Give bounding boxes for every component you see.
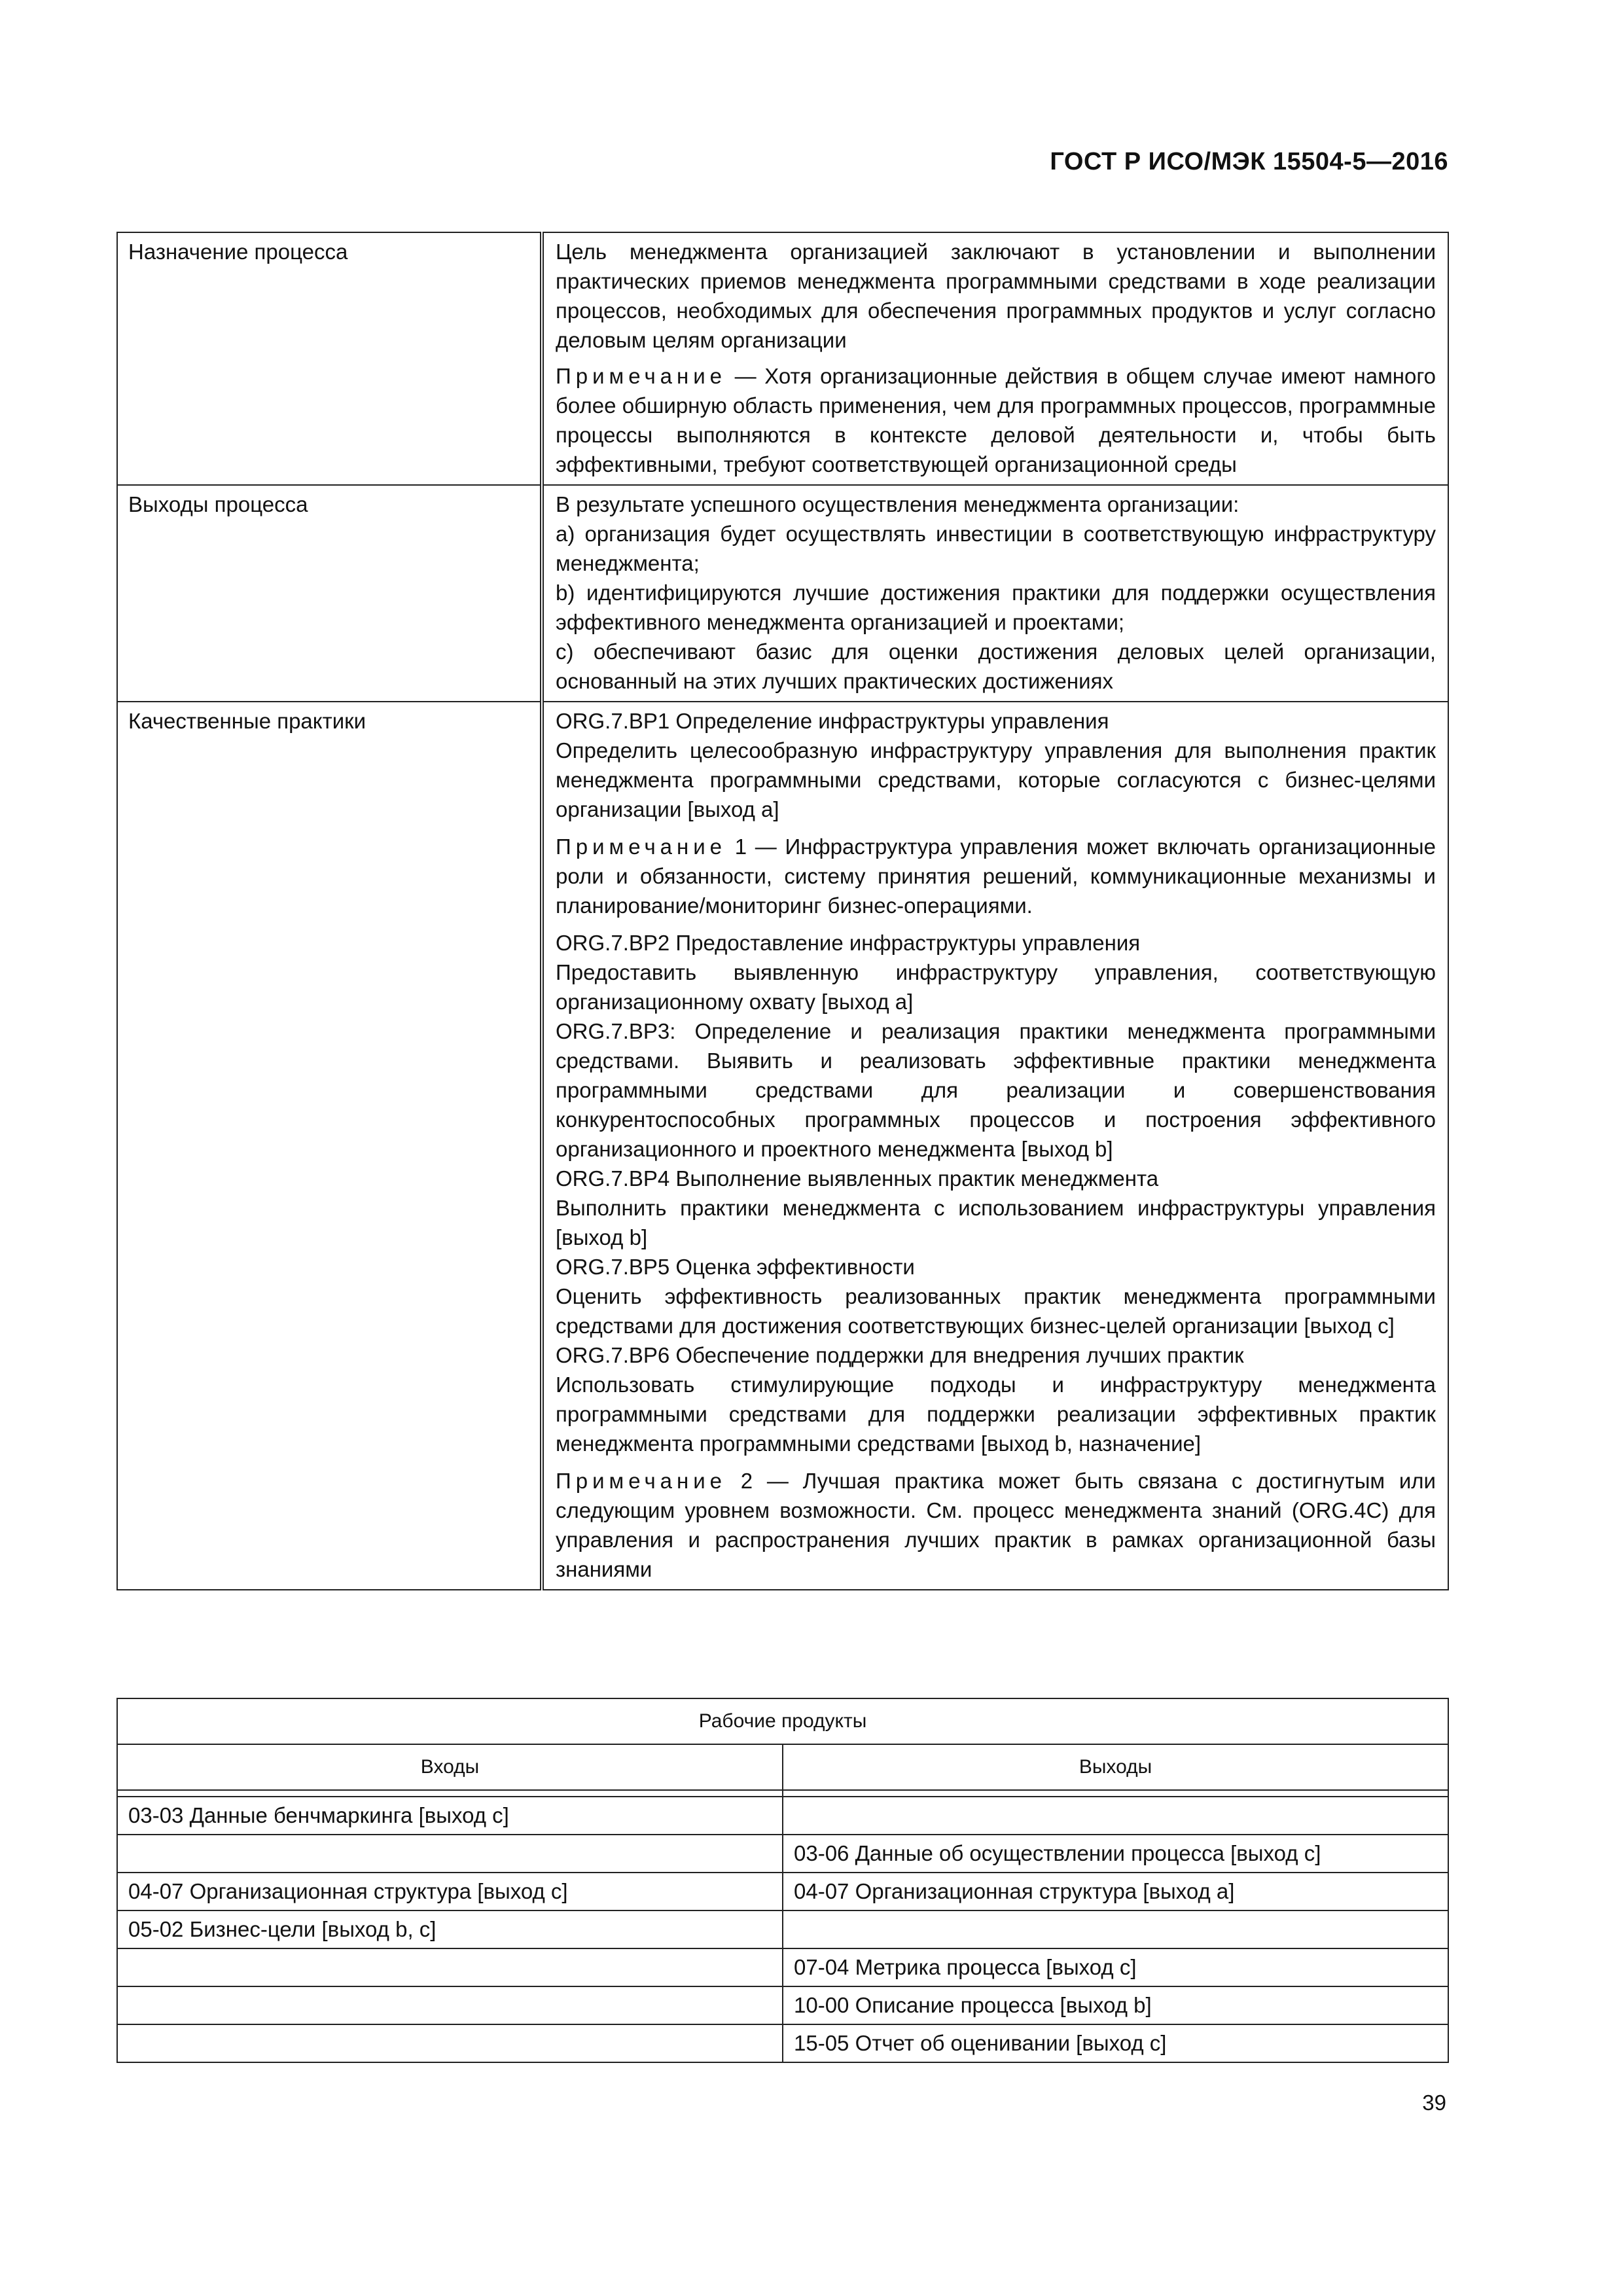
input-cell (117, 1986, 783, 2024)
input-cell: 03-03 Данные бенчмаркинга [выход c] (117, 1797, 783, 1835)
bp2-6-block (556, 928, 1436, 1458)
input-cell (117, 2024, 783, 2062)
table-row (117, 1948, 1448, 1986)
output-cell: 03-06 Данные об осуществлении процесса [выход c] (783, 1835, 1448, 1873)
outcomes-intro: В результате успешного осуществления менеджмента организации: (556, 492, 1240, 516)
purpose-text: Цель менеджмента организацией заключают в установлении и выполнении практических приемов менеджмента программными средствами в ходе реализации процессов, необходимых для обеспечения программных продуктов и услуг согласно деловым целям организации (556, 240, 1436, 352)
bp1-text: Определить целесообразную инфраструктуру управления для выполнения практик менеджмента программными средствами, которые согласуются с бизнес-целями организации [выход a] (556, 738, 1436, 821)
bp1-block (556, 706, 1436, 824)
table-row (117, 1910, 1448, 1948)
note-label: Примечание (556, 1469, 727, 1493)
outcomes-label: Выходы процесса (117, 485, 542, 702)
input-cell: 05-02 Бизнес-цели [выход b, c] (117, 1910, 783, 1948)
note-text: — Хотя организационные действия в общем случае имеют намного более обширную область применения, чем для программных процессов, программные процессы выполняются в контексте деловой деятельности и, чтобы быть эффективными, требуют соответствующей организационной среды (556, 364, 1436, 476)
note-text: 2 — Лучшая практика может быть связана с достигнутым или следующим уровнем возможности. См. процесс менеджмента знаний (ORG.4C) для управления и распространения лучших практик в рамках организационной базы знаниями (556, 1469, 1436, 1581)
work-products-table (116, 1698, 1449, 2063)
table-spacer (117, 1790, 783, 1797)
output-cell: 15-05 Отчет об оценивании [выход c] (783, 2024, 1448, 2062)
bp6-title: ORG.7.BP6 Обеспечение поддержки для внедрения лучших практик (556, 1343, 1244, 1367)
note-label: Примечание (556, 364, 727, 388)
output-cell (783, 1910, 1448, 1948)
input-cell (117, 1948, 783, 1986)
outcomes-row (117, 485, 1448, 702)
process-description-table (116, 232, 1449, 1590)
outputs-header: Выходы (783, 1744, 1448, 1790)
bp2-title: ORG.7.BP2 Предоставление инфраструктуры управления (556, 931, 1141, 955)
outcome-item: c) обеспечивают базис для оценки достижения деловых целей организации, основанный на этих лучших практических достижениях (556, 639, 1436, 693)
note-text: 1 — Инфраструктура управления может включать организационные роли и обязанности, систему принятия решений, коммуникационные механизмы и планирование/мониторинг бизнес-операциями. (556, 834, 1436, 918)
inputs-header: Входы (117, 1744, 783, 1790)
bp2-text: Предоставить выявленную инфраструктуру управления, соответствующую организационному охвату [выход a] (556, 960, 1436, 1014)
bp1-title: ORG.7.BP1 Определение инфраструктуры управления (556, 709, 1109, 733)
note2 (556, 1466, 1436, 1584)
bp5-title: ORG.7.BP5 Оценка эффективности (556, 1255, 915, 1279)
output-cell (783, 1797, 1448, 1835)
page-number: 39 (1422, 2090, 1446, 2115)
table-row (117, 1797, 1448, 1835)
practices-label: Качественные практики (117, 702, 542, 1590)
purpose-note (556, 361, 1436, 479)
document-header: ГОСТ Р ИСО/МЭК 15504-5—2016 (1050, 148, 1448, 175)
bp4-text: Выполнить практики менеджмента с использованием инфраструктуры управления [выход b] (556, 1196, 1436, 1249)
practices-row (117, 702, 1448, 1590)
input-cell (117, 1835, 783, 1873)
bp5-text: Оценить эффективность реализованных практик менеджмента программными средствами для достижения соответствующих бизнес-целей организации [выход c] (556, 1284, 1436, 1338)
note-label: Примечание (556, 834, 727, 859)
output-cell: 10-00 Описание процесса [выход b] (783, 1986, 1448, 2024)
outcome-item: a) организация будет осуществлять инвестиции в соответствующую инфраструктуру менеджмента; (556, 522, 1436, 575)
output-cell: 04-07 Организационная структура [выход a] (783, 1873, 1448, 1910)
table-row (117, 2024, 1448, 2062)
bp3-text: ORG.7.BP3: Определение и реализация практики менеджмента программными средствами. Выявить и реализовать эффективные практики менеджмента программными средствами для реализации и совершенствования конкурентоспособных программных процессов и построения эффективного организационного и проектного менеджмента [выход b] (556, 1019, 1436, 1161)
table-row (117, 1835, 1448, 1873)
bp4-title: ORG.7.BP4 Выполнение выявленных практик менеджмента (556, 1166, 1159, 1191)
outcome-item: b) идентифицируются лучшие достижения практики для поддержки осуществления эффективного менеджмента организацией и проектами; (556, 581, 1436, 634)
practices-content (542, 702, 1448, 1590)
table-row (117, 1986, 1448, 2024)
table-spacer (783, 1790, 1448, 1797)
output-cell: 07-04 Метрика процесса [выход c] (783, 1948, 1448, 1986)
purpose-content (542, 232, 1448, 485)
bp6-text: Использовать стимулирующие подходы и инфраструктуру менеджмента программными средствами для поддержки реализации эффективных практик менеджмента программными средствами [выход b, назначение] (556, 1372, 1436, 1456)
outcomes-content (542, 485, 1448, 702)
note1 (556, 832, 1436, 920)
purpose-row (117, 232, 1448, 485)
table-row (117, 1873, 1448, 1910)
work-products-title: Рабочие продукты (117, 1698, 1448, 1744)
input-cell: 04-07 Организационная структура [выход c] (117, 1873, 783, 1910)
purpose-label: Назначение процесса (117, 232, 542, 485)
